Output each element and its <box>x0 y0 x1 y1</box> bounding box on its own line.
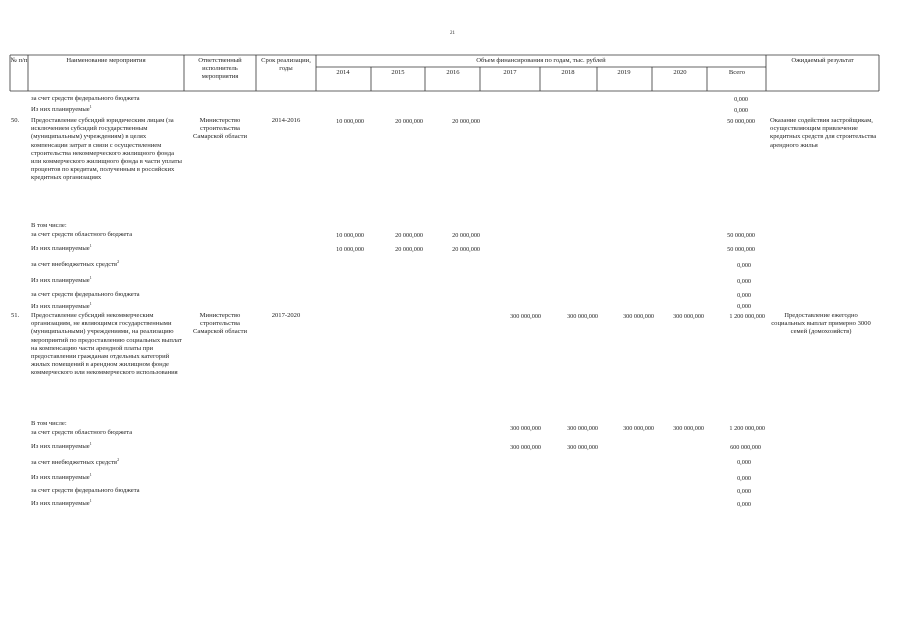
value-2014: 10 000,000 <box>336 246 364 253</box>
row-label: Из них планируемые$^1$ <box>31 441 92 450</box>
item-name: Предоставление субсидий юридическим лицам (за исключением субсидий государственным (муниципальным) учреждениям) в целях компенсации затрат в связи с осуществлением строительства некоммерческого жилищного фонда или коммерческого жилищного фонда в части уплаты процентов по кредитам, полученным в российских кредитных организациях <box>31 117 182 182</box>
value-total: 600 000,000 <box>730 444 761 451</box>
header-year-2014: 2014 <box>336 69 350 76</box>
value-2019: 300 000,000 <box>623 313 654 320</box>
row-label: Из них планируемые$^1$ <box>31 243 92 252</box>
value-total: 50 000,000 <box>727 232 755 239</box>
value-2014: 10 000,000 <box>336 118 364 125</box>
header-year-2017: 2017 <box>503 69 517 76</box>
row-label: за счет средств федерального бюджета <box>31 291 140 298</box>
item-responsible: Министерство строительства Самарской области <box>193 117 247 141</box>
value-total: 0,000 <box>737 262 751 269</box>
value-total: 50 000,000 <box>727 118 755 125</box>
value-total: 1 200 000,000 <box>729 313 765 320</box>
header-financing: Объем финансирования по годам, тыс. рублей <box>476 57 606 64</box>
header-year-2019: 2019 <box>617 69 631 76</box>
value-total: 0,000 <box>737 292 751 299</box>
row-label: за счет внебюджетных средств$^2$ <box>31 457 120 466</box>
value-total: 0,000 <box>737 459 751 466</box>
value-2015: 20 000,000 <box>395 232 423 239</box>
item-term: 2017-2020 <box>271 312 301 319</box>
value-2014: 10 000,000 <box>336 232 364 239</box>
value-2018: 300 000,000 <box>567 444 598 451</box>
header-result: Ожидаемый результат <box>791 57 854 64</box>
value-total: 0,000 <box>737 501 751 508</box>
value-2018: 300 000,000 <box>567 425 598 432</box>
item-result: Предоставление ежегодно социальных выплат примерно 3000 семей (домохозяйств) <box>771 312 871 336</box>
value-2018: 300 000,000 <box>567 313 598 320</box>
value-2017: 300 000,000 <box>510 425 541 432</box>
header-term: Срок реализации, годы <box>261 57 311 72</box>
row-label: за счет средств областного бюджета <box>31 231 133 238</box>
value-2020: 300 000,000 <box>673 425 704 432</box>
header-year-2016: 2016 <box>446 69 460 76</box>
header-name: Наименование мероприятия <box>66 57 146 64</box>
row-label: Из них планируемые$^1$ <box>31 472 92 481</box>
row-label: Из них планируемые$^1$ <box>31 498 92 507</box>
row-total: 0,000 <box>734 96 748 103</box>
value-total: 50 000,000 <box>727 246 755 253</box>
value-2020: 300 000,000 <box>673 313 704 320</box>
row-total: 0,000 <box>734 107 748 114</box>
value-2019: 300 000,000 <box>623 425 654 432</box>
value-2017: 300 000,000 <box>510 313 541 320</box>
value-2015: 20 000,000 <box>395 118 423 125</box>
item-responsible: Министерство строительства Самарской области <box>193 312 247 336</box>
value-total: 0,000 <box>737 303 751 310</box>
header-year-2020: 2020 <box>673 69 687 76</box>
value-total: 0,000 <box>737 488 751 495</box>
value-2015: 20 000,000 <box>395 246 423 253</box>
value-total: 1 200 000,000 <box>729 425 765 432</box>
item-term: 2014-2016 <box>271 117 301 124</box>
item-result: Оказание содействия застройщикам, осуществляющим привлечение кредитных средств для строительства арендного жилья <box>770 117 877 149</box>
header-total: Всего <box>728 69 746 76</box>
row-label: за счет внебюджетных средств$^2$ <box>31 259 120 268</box>
value-2016: 20 000,000 <box>452 118 480 125</box>
value-2016: 20 000,000 <box>452 246 480 253</box>
header-year-2015: 2015 <box>391 69 405 76</box>
incl-label: В том числе: <box>31 222 67 229</box>
incl-label: В том числе: <box>31 420 67 427</box>
header-num: № п/п <box>10 57 28 64</box>
row-label: Из них планируемые$^1$ <box>31 275 92 284</box>
row-label: Из них планируемые$^1$ <box>31 301 92 310</box>
value-2016: 20 000,000 <box>452 232 480 239</box>
value-total: 0,000 <box>737 278 751 285</box>
item-name: Предоставление субсидий некоммерческим организациям, не являющимся государственными (муниципальными) учреждениями, на реализацию мероприятий по предоставлению социальных выплат на компенсацию части арендной платы при предоставлении гражданам отдельных категорий жилых помещений в арендном жилищном фонде коммерческого или некоммерческого использования <box>31 312 182 377</box>
row-label: за счет средств областного бюджета <box>31 429 133 436</box>
row-label: за счет средств федерального бюджета <box>31 95 140 102</box>
value-2017: 300 000,000 <box>510 444 541 451</box>
value-total: 0,000 <box>737 475 751 482</box>
header-responsible: Ответственный исполнитель мероприятия <box>198 57 242 80</box>
row-label: за счет средств федерального бюджета <box>31 487 140 494</box>
item-number: 50. <box>11 117 20 124</box>
row-label: Из них планируемые$^1$ <box>31 104 92 113</box>
item-number: 51. <box>11 312 20 319</box>
header-year-2018: 2018 <box>561 69 575 76</box>
page-number: 21 <box>450 31 455 36</box>
